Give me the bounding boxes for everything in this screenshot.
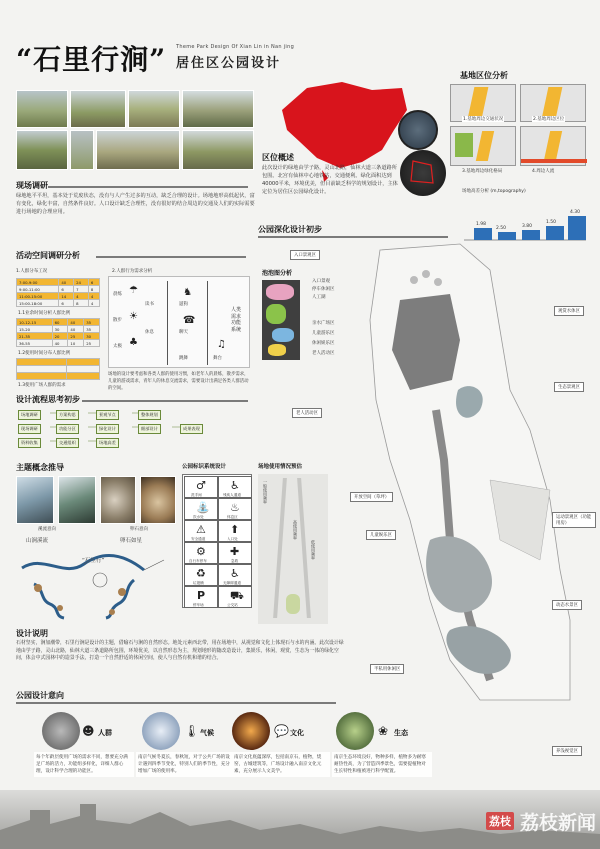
behavior-label-7: 聊天 xyxy=(179,330,188,335)
theme-photo-4 xyxy=(140,476,176,524)
sign-label: 急救 xyxy=(231,559,239,563)
base-map-4 xyxy=(520,126,586,166)
zone-label-eco: 生态景观区 xyxy=(554,382,584,392)
site-survey-title: 现场调研 xyxy=(16,181,48,190)
cell: 6 xyxy=(59,300,74,307)
intent-bar xyxy=(16,702,336,704)
theme-caption-a: 溪流意向 xyxy=(38,527,56,532)
design-note-title: 设计说明 xyxy=(16,629,48,638)
firstaid-icon: ✚ xyxy=(230,545,240,558)
cell: 7 xyxy=(74,286,89,293)
signage-title: 公园标识系统设计 xyxy=(182,464,227,470)
cell: 4 xyxy=(74,293,89,300)
theme-diagram xyxy=(14,544,184,620)
behavior-label-4: 读书 xyxy=(145,302,154,307)
zone-label-lawn: 开放空间（草坪） xyxy=(350,492,393,502)
base-map-label-3: 3.基地周边绿化格局 xyxy=(462,169,503,174)
wheelchair-icon: ♿ xyxy=(230,479,240,492)
cell: 11:00-15:00 xyxy=(17,293,59,300)
process-connectors xyxy=(16,406,256,456)
watermark-text: 荔枝新闻 xyxy=(520,812,597,834)
needs-label: 人类需求功能系统 xyxy=(231,307,242,333)
usage-map xyxy=(258,474,328,624)
zone-label-semi-private: 半私用休闲区 xyxy=(370,664,404,674)
sign-water xyxy=(184,498,218,520)
process-node-10: 整体规划 xyxy=(138,410,161,420)
elevation-bar-2 xyxy=(498,232,516,240)
intent-name-people: 人群 xyxy=(98,729,112,737)
intent-text-eco: 南京生态环境良好，物种多样，植物多为耐寒耐热性高，为了营造四季景色，需要提植物对生长特性和植被进行科学配置。 xyxy=(332,752,432,777)
base-map-3 xyxy=(450,126,516,166)
sign-exit xyxy=(184,520,218,542)
cell: 35 xyxy=(84,326,100,333)
intent-culture-photo xyxy=(232,712,270,750)
elevation-value-3: 3.80 xyxy=(522,224,533,229)
activity-summary: 场地的设计要考虑和各类人群的使用习惯，如老年人的晨练，散步需求，儿童的游戏需求，青年人的休息交流需求，需要设计出满足各类人群活动的空间。 xyxy=(108,372,249,391)
sign-label: 洗手间 xyxy=(191,493,202,497)
cell: 30 xyxy=(84,333,100,340)
cell: 21-35 xyxy=(17,333,53,340)
chat-bubble-icon: 💬 xyxy=(274,724,289,738)
sign-barrierfree xyxy=(218,564,252,586)
intent-text-culture: 南京文化底蕴深厚，包括南京石，植物，烧窑，古城建筑等，广场设计融入南京文化元素，充分展示人文美学。 xyxy=(232,752,330,777)
sign-rest xyxy=(218,498,252,520)
accessible-path-icon: ♿ xyxy=(230,567,240,580)
activity-table-2 xyxy=(16,318,100,347)
page-subtitle-cn: 居住区公园设计 xyxy=(176,56,282,71)
sign-label: 残疾人通道 xyxy=(223,493,241,497)
cell: 6 xyxy=(59,286,74,293)
zone-label-children: 儿童娱乐区 xyxy=(366,530,396,540)
sign-entrance xyxy=(218,520,252,542)
cell: 40 xyxy=(68,326,84,333)
bubble-label-6: 休闲娱乐区 xyxy=(312,341,335,346)
reading-icon: ♞ xyxy=(183,287,192,298)
cell: 8 xyxy=(88,286,99,293)
design-process-bar xyxy=(82,400,248,402)
cell: 20 xyxy=(52,333,68,340)
sign-firstaid xyxy=(218,542,252,564)
sign-accessible xyxy=(218,476,252,498)
cell: 40 xyxy=(52,340,68,347)
elevation-value-4: 1.50 xyxy=(546,220,557,225)
base-map-label-4: 4.周边人流 xyxy=(532,169,555,174)
intent-name-eco: 生态 xyxy=(394,729,408,737)
activity-title: 活动空间调研分析 xyxy=(16,251,80,260)
theme-photo-3 xyxy=(100,476,136,524)
site-photo-6 xyxy=(70,130,94,170)
water-icon: ⛲ xyxy=(196,501,210,514)
cell: 4 xyxy=(88,300,99,307)
sign-label: 停车场 xyxy=(193,603,204,607)
zone-label-elderly: 老人活动区 xyxy=(292,408,322,418)
activity-caption-c: 1.3使用广场人群的需求 xyxy=(18,383,66,388)
elevation-bar-4 xyxy=(546,226,564,240)
cell: 4 xyxy=(88,293,99,300)
elevation-bar-5 xyxy=(568,216,586,240)
elevation-value-1: 1.98 xyxy=(476,222,487,227)
bus-icon: ⛟ xyxy=(230,589,244,602)
page-title: “石里行涧” xyxy=(16,43,167,76)
zone-label-visual: 养浅视觉区 xyxy=(552,746,582,756)
process-node-5: 功能分区 xyxy=(56,424,79,434)
behavior-label-1: 晨练 xyxy=(113,292,122,297)
behavior-label-9: 舞台 xyxy=(213,356,222,361)
sign-label: 垃圾桶 xyxy=(193,581,204,585)
bubble-title: 泡泡图分析 xyxy=(262,270,293,277)
behavior-label-6: 遛狗 xyxy=(179,302,188,307)
process-node-7: 景观节点 xyxy=(96,410,119,420)
theme-caption-b: 卵石意向 xyxy=(130,527,148,532)
process-node-8: 绿化设计 xyxy=(96,424,119,434)
thermometer-icon: 🌡 xyxy=(184,724,200,738)
cell: 10 xyxy=(68,340,84,347)
process-node-12: 成果表现 xyxy=(180,424,203,434)
leaf-icon: ❀ xyxy=(378,724,389,738)
cell: 35 xyxy=(84,319,100,326)
cell: 40 xyxy=(68,319,84,326)
intent-text-climate: 南京气候冬夏长，春秋短，对于公共广场的设计遇到四季节变化，特别人们的季节性，充分增加广场的使用率。 xyxy=(136,752,232,777)
behavior-label-2: 散步 xyxy=(113,318,122,323)
process-node-2: 现场调研 xyxy=(18,424,41,434)
theme-photo-2 xyxy=(58,476,96,524)
behavior-diagram xyxy=(108,276,250,368)
sign-label: 安全通道 xyxy=(191,537,206,541)
cell: 14 xyxy=(59,293,74,300)
site-photo-7 xyxy=(96,130,180,170)
activity-bar xyxy=(96,256,246,258)
elevation-chart xyxy=(462,196,588,242)
site-photo-4 xyxy=(182,90,254,128)
tree-icon: ♣ xyxy=(129,337,138,348)
watermark-logo: 荔枝 xyxy=(486,812,514,830)
zone-label-entrance: 入口景观区 xyxy=(290,250,320,260)
activity-table2-title: 2.人群行为需求分析 xyxy=(112,269,153,274)
zone-label-water: 观赏水体区 xyxy=(554,306,584,316)
cell: 24 xyxy=(74,279,89,286)
parking-icon: P xyxy=(197,589,206,602)
intent-climate-photo xyxy=(142,712,180,750)
usage-label-1: 一般使用频率 xyxy=(263,480,268,504)
sign-label: 无障碍通道 xyxy=(223,581,241,585)
elevation-bar-3 xyxy=(522,230,540,240)
intent-name-culture: 文化 xyxy=(290,729,304,737)
site-photo-3 xyxy=(128,90,180,128)
activity-table-1 xyxy=(16,278,100,307)
process-node-4: 方案构思 xyxy=(56,410,79,420)
sign-label: 自行车停车 xyxy=(189,559,207,563)
cell: 25 xyxy=(68,333,84,340)
theme-label-concept: “石里行” xyxy=(82,558,105,564)
bubble-label-2: 停车休闲区 xyxy=(312,287,335,292)
page-subtitle-en: Theme Park Design Of Xian Lin in Nan jing xyxy=(176,44,295,50)
process-node-9: 场地高差 xyxy=(96,438,119,448)
people-icon: ☻ xyxy=(82,724,95,738)
activity-table-3 xyxy=(16,358,100,380)
deep-design-title: 公园深化设计初步 xyxy=(258,225,322,234)
activity-caption-b: 1.2使用时间分布人群比例 xyxy=(18,351,71,356)
cell: 15:00-18:00 xyxy=(17,300,59,307)
base-map-label-1: 1.基地周边交通状况 xyxy=(463,117,504,122)
theme-label-pebble: 卵石如星 xyxy=(120,538,143,544)
process-node-11: 细部设计 xyxy=(138,424,161,434)
base-analysis-title: 基地区位分析 xyxy=(460,71,508,80)
location-callout-circle xyxy=(398,110,438,150)
bubble-map xyxy=(262,280,300,360)
elevation-value-5: 4.30 xyxy=(570,210,581,215)
rest-icon: ♨ xyxy=(230,501,240,514)
site-survey-text: 绿地地平平坦，基本处于荒废状态，没有与人产生过多的互动，缺乏合理的设计。场地地形高低起伏，富有变化，绿化丰富，自然条件良好。人口设计缺乏合理性，没有很好的结合周边的交通及人们的实际需要进行场地的合理应用。 xyxy=(16,193,255,216)
cell: 60 xyxy=(52,319,68,326)
sign-label: 公交站 xyxy=(227,603,238,607)
zone-label-dynamic-water: 动态水景区 xyxy=(552,600,582,610)
sign-washroom xyxy=(184,476,218,498)
site-photo-2 xyxy=(70,90,126,128)
cell: 36-55 xyxy=(17,340,53,347)
bike-icon: ⚙ xyxy=(196,545,206,558)
intent-eco-photo xyxy=(336,712,374,750)
elevation-bar-1 xyxy=(474,228,492,240)
usage-label-2: 高使用频率 xyxy=(293,520,298,540)
bubble-label-1: 入口景观 xyxy=(312,279,330,284)
intent-text-people: 每个年龄层使用广场的需求不同，想要充分满足广场的活力，功能组多样化，详细人群心理，设计科学合理的功能区。 xyxy=(34,752,134,777)
bubble-label-5: 儿童游乐区 xyxy=(312,331,335,336)
cell: 10-12-15 xyxy=(17,319,53,326)
process-node-3: 资料收集 xyxy=(18,438,41,448)
elevation-value-2: 2.50 xyxy=(496,226,507,231)
intent-people-photo xyxy=(42,712,80,750)
theme-label-stream: 山涧溪流 xyxy=(26,538,49,544)
usage-title: 场地使用情况预估 xyxy=(258,464,303,470)
site-outline-red xyxy=(405,157,439,189)
cell: 6 xyxy=(88,279,99,286)
person-icon: ☂ xyxy=(129,285,138,296)
washroom-icon: ♂ xyxy=(196,479,206,492)
cell: 8 xyxy=(74,300,89,307)
theme-title: 主题概念推导 xyxy=(16,463,64,472)
sign-trash xyxy=(184,564,218,586)
activity-caption-a: 1.1业余时间分析人群比例 xyxy=(18,311,71,316)
process-node-1: 场地调研 xyxy=(18,410,41,420)
cell: 9:00-11:00 xyxy=(17,286,59,293)
intent-title: 公园设计意向 xyxy=(16,691,64,700)
deep-design-bar xyxy=(258,236,448,238)
elevation-chart-title: 场地高差分析 (m,topography) xyxy=(462,189,526,194)
sign-label: 饮水处 xyxy=(193,515,204,519)
process-node-6: 交通组织 xyxy=(56,438,79,448)
chat-icon: ☎ xyxy=(183,315,196,326)
behavior-label-8: 跳舞 xyxy=(179,356,188,361)
bubble-label-7: 老人活动区 xyxy=(312,351,335,356)
exit-icon: ⚠ xyxy=(196,523,206,536)
cell: 40 xyxy=(59,279,74,286)
usage-label-3: 低使用频率 xyxy=(311,540,316,560)
site-photo-8 xyxy=(182,130,254,170)
theme-photo-1 xyxy=(16,476,54,524)
design-note-text: 石材坚实，涧加潮带，石里行涧是设计的主题，借喻石与涧的自然形态。地处元素西北带，用在场地中，从视觉和文化上体现石与水的内涵。此次设计绿地由学子路，灵山北路，仙林大道三条道路所包围，环境优美，以自然形态为主，规划地形的随改造设计，集娱乐，休闲，观赏，生态为一体的绿化空间，体会中式园林中的造景手法，打造一个自然舒适的休闲空间，使人与自然有机和谐的结合。 xyxy=(16,640,344,662)
site-photo-1 xyxy=(16,90,68,128)
site-photo-5 xyxy=(16,130,68,170)
behavior-label-3: 太极 xyxy=(113,344,122,349)
behavior-label-5: 休息 xyxy=(145,330,154,335)
sign-label: 入口处 xyxy=(227,537,238,541)
sign-bus xyxy=(218,586,252,608)
trash-icon: ♻ xyxy=(196,567,206,580)
cell: 30 xyxy=(52,326,68,333)
location-text: 此次设计的绿地由学子路，灵山北路，仙林大道三条道路所包围。北宫有仙林中心地铁站，交通便利。绿化面积达到40000平米，环境优美，但目前缺乏科学的规划设计，主体定位为居住区公园绿化设计。 xyxy=(262,165,398,196)
sign-bike xyxy=(184,542,218,564)
entrance-icon: ⬆ xyxy=(230,523,240,536)
dance-icon: ♫ xyxy=(217,339,226,350)
sign-parking xyxy=(184,586,218,608)
bubble-label-4: 亲水广场区 xyxy=(312,321,335,326)
cell: 25 xyxy=(84,340,100,347)
cell: 15-20 xyxy=(17,326,53,333)
sign-label: 休息区 xyxy=(227,515,238,519)
bubble-label-3: 人工湖 xyxy=(312,295,326,300)
location-title: 区位概述 xyxy=(262,153,294,162)
design-process-title: 设计流程思考初步 xyxy=(16,395,80,404)
site-survey-bar xyxy=(48,186,248,188)
zone-label-sport: 运动景观区（功能用房） xyxy=(552,512,596,528)
activity-table1-title: 1.人群分布工况 xyxy=(16,269,48,274)
master-plan xyxy=(340,240,590,710)
base-map-label-2: 2.基地周边区位 xyxy=(533,117,565,122)
intent-name-climate: 气候 xyxy=(200,729,214,737)
walk-icon: ☀ xyxy=(129,311,138,322)
cell: 7:00-9:00 xyxy=(17,279,59,286)
